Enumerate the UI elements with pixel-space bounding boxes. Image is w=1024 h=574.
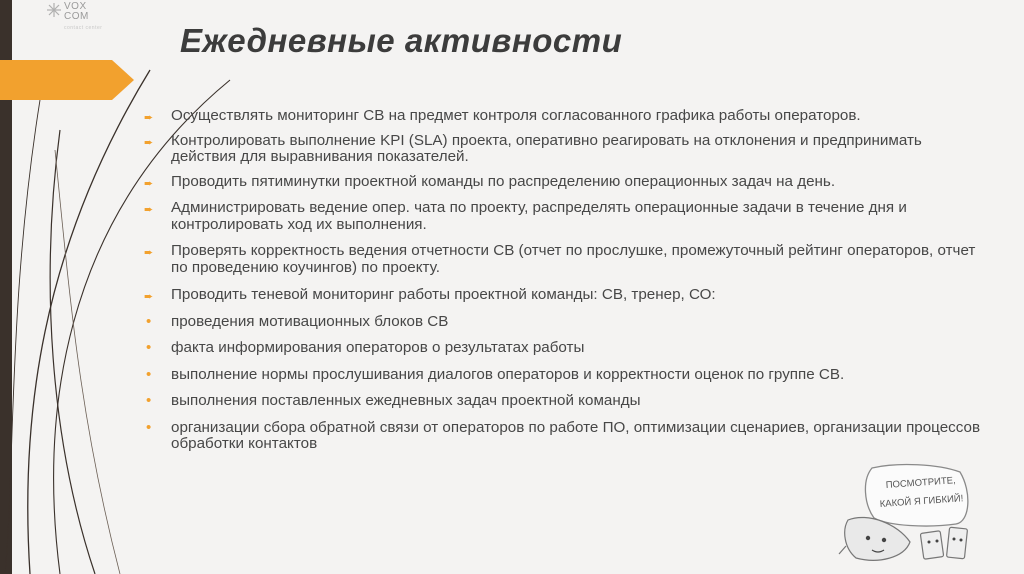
arrow-bullet-icon: ➨	[144, 291, 154, 303]
dot-bullet-icon: •	[146, 312, 152, 330]
dot-bullet-icon: •	[146, 365, 152, 383]
arrow-bullet-icon: ➨	[144, 136, 154, 149]
sticker-text-line1: ПОСМОТРИТЕ,	[885, 475, 957, 491]
list-item: ➨ Проводить пятиминутки проектной команды по распределению операционных задач на день.	[144, 174, 990, 191]
list-item: • выполнение нормы прослушивания диалогов операторов и корректности оценок по группе СВ.	[146, 365, 845, 383]
list-item: • факта информирования операторов о результатах работы	[146, 339, 585, 356]
arrow-bullet-icon: ➨	[144, 247, 154, 259]
vox-logo-icon	[46, 2, 62, 18]
arrow-bullet-icon: ➨	[144, 112, 154, 124]
activity-list	[144, 108, 990, 453]
orange-arrow-tab	[0, 60, 134, 100]
sticker-text-line2: КАКОЙ Я ГИБКИЙ!	[879, 493, 964, 510]
dot-bullet-icon: •	[146, 339, 152, 356]
list-item: • проведения мотивационных блоков СВ	[146, 312, 449, 330]
dot-bullet-icon: •	[146, 418, 152, 436]
list-item: • выполнения поставленных ежедневных задач проектной команды	[146, 392, 641, 409]
list-item: • организации сбора обратной связи от операторов по работе ПО, оптимизации сценариев, организации процессов обработки контактов	[146, 418, 981, 452]
list-item: ➨ Проверять корректность ведения отчетности СВ (отчет по прослушке, промежуточный рейтинг операторов, отчет по проведению коучингов) по проекту.	[144, 242, 976, 276]
list-item: ➨ Администрировать ведение опер. чата по проекту, распределять операционные задачи в течение дня и контролировать ход их выполнения.	[144, 199, 907, 233]
logo-tagline: contact center	[64, 25, 103, 31]
arrow-bullet-icon: ➨	[144, 177, 154, 190]
slide-title: Ежедневные активности	[180, 22, 623, 59]
dot-bullet-icon: •	[146, 392, 152, 409]
flexible-character-sticker	[838, 462, 978, 570]
list-item: ➨ Осуществлять мониторинг СВ на предмет контроля согласованного графика работы операторов.	[144, 108, 990, 125]
logo-text: VOX COM	[64, 1, 89, 22]
arrow-bullet-icon: ➨	[144, 204, 154, 216]
list-item: ➨ Контролировать выполнение KPI (SLA) проекта, оперативно реагировать на отклонения и предпринимать действия для выравнивания показателей.	[144, 131, 922, 165]
list-item: ➨ Проводить теневой мониторинг работы проектной команды: СВ, тренер, СО:	[144, 287, 990, 304]
